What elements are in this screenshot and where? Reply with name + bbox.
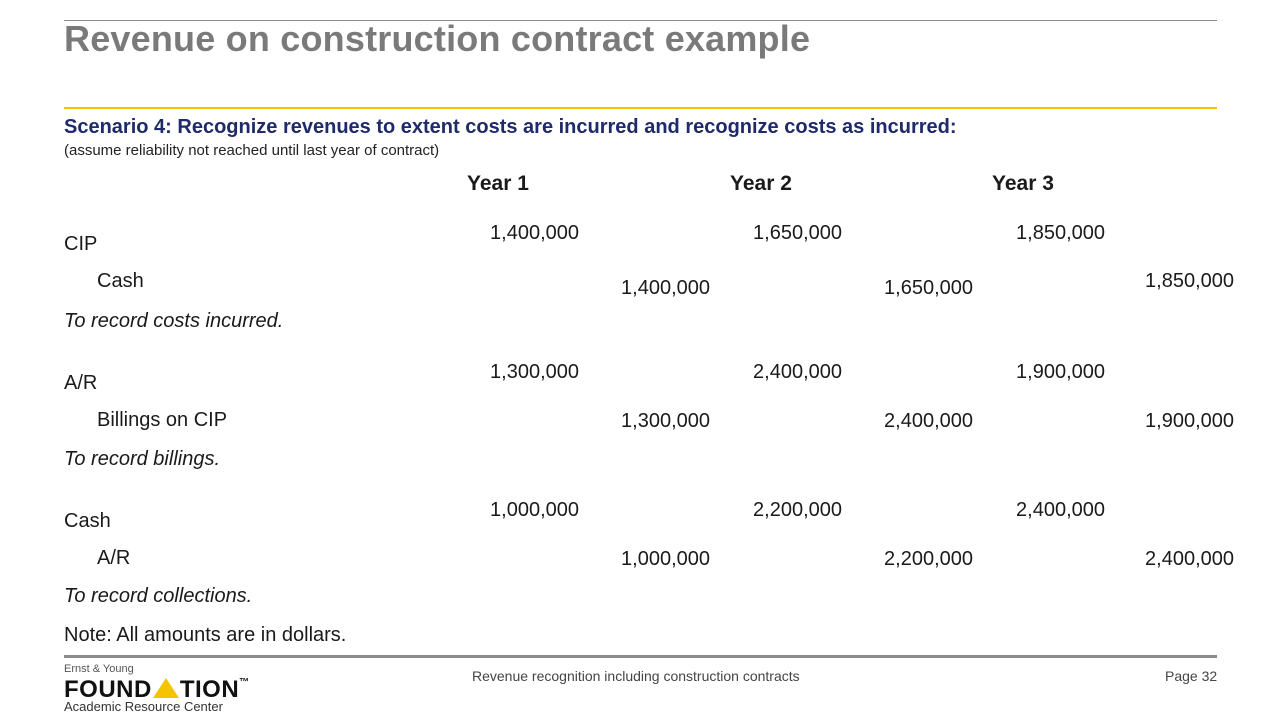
logo-text-left: FOUND	[64, 676, 152, 703]
footer-rule	[64, 655, 1217, 658]
entry-1-credit-year-1: 1,400,000	[621, 277, 710, 299]
entry-3-debit-label: Cash	[64, 510, 111, 532]
entry-2-credit-year-1: 1,300,000	[621, 410, 710, 432]
entry-3-debit-year-1: 1,000,000	[490, 499, 579, 521]
year-3-header: Year 3	[992, 172, 1054, 195]
page-number: Page 32	[1165, 668, 1218, 684]
entry-1-memo: To record costs incurred.	[64, 310, 284, 332]
entry-3-debit-year-2: 2,200,000	[753, 499, 842, 521]
entry-2-debit-year-1: 1,300,000	[490, 361, 579, 383]
entry-2-credit-label: Billings on CIP	[97, 409, 228, 431]
entry-1-credit-year-3: 1,850,000	[1145, 270, 1234, 292]
entry-2-credit-year-3: 1,900,000	[1145, 410, 1234, 432]
entry-3-credit-year-2: 2,200,000	[884, 548, 973, 570]
amounts-note: Note: All amounts are in dollars.	[64, 624, 347, 646]
entry-1-debit-year-2: 1,650,000	[753, 222, 842, 244]
logo-trademark: ™	[239, 677, 250, 688]
entry-2-debit-label: A/R	[64, 372, 98, 394]
logo-company-name: Ernst & Young	[64, 663, 134, 675]
page-title: Revenue on construction contract example	[64, 18, 811, 59]
entry-3-credit-year-3: 2,400,000	[1145, 548, 1234, 570]
title-underline	[64, 107, 1217, 109]
entry-1-credit-year-2: 1,650,000	[884, 277, 973, 299]
entry-1-debit-year-3: 1,850,000	[1016, 222, 1105, 244]
logo-text-right: TION	[179, 676, 240, 703]
entry-3-credit-year-1: 1,000,000	[621, 548, 710, 570]
beam-icon	[153, 678, 179, 698]
entry-2-credit-year-2: 2,400,000	[884, 410, 973, 432]
entry-3-debit-year-3: 2,400,000	[1016, 499, 1105, 521]
entry-1-debit-year-1: 1,400,000	[490, 222, 579, 244]
scenario-heading: Scenario 4: Recognize revenues to extent costs are incurred and recognize costs as incurred:	[64, 116, 957, 138]
entry-3-memo: To record collections.	[64, 585, 253, 607]
year-1-header: Year 1	[467, 172, 529, 195]
entry-2-memo: To record billings.	[64, 448, 221, 470]
entry-2-debit-year-3: 1,900,000	[1016, 361, 1105, 383]
entry-2-debit-year-2: 2,400,000	[753, 361, 842, 383]
assumption-note: (assume reliability not reached until last year of contract)	[64, 142, 440, 159]
logo-subtitle: Academic Resource Center	[64, 699, 223, 714]
footer-center-text: Revenue recognition including construction contracts	[472, 668, 800, 684]
entry-1-debit-label: CIP	[64, 233, 98, 255]
year-2-header: Year 2	[730, 172, 792, 195]
entry-3-credit-label: A/R	[97, 547, 131, 569]
entry-1-credit-label: Cash	[97, 270, 144, 292]
